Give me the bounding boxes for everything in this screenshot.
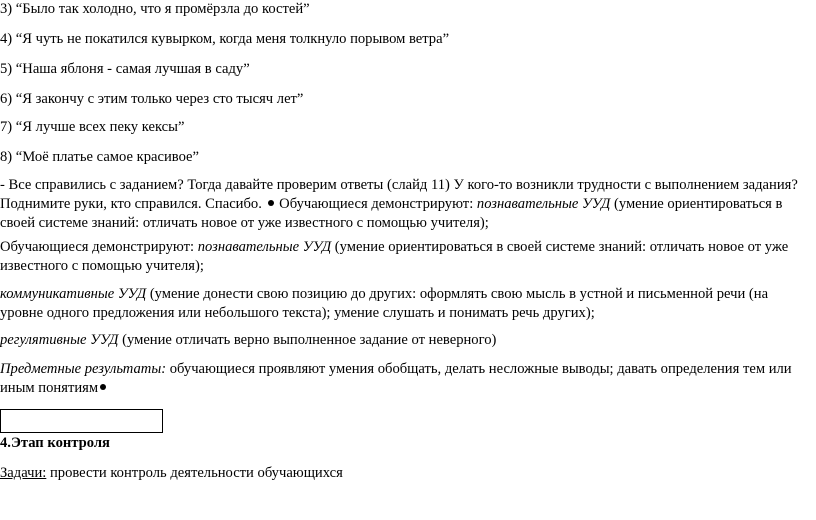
cognitive-uud-paragraph — [0, 238, 808, 276]
check-paragraph — [0, 176, 808, 233]
check-paragraph-rest: (умение ориентироваться в своей системе знаний: отличать новое от уже известного с помощью учителя); — [0, 196, 783, 231]
communicative-rest: (умение донести свою позицию до других: оформлять свою мысль в устной и письменной речи (на уровне одного предложения или небольшого текста); умение слушать и понимать речь других); — [0, 286, 769, 321]
list-item-3: 3) “Было так холодно, что я промёрзла до костей” — [0, 1, 310, 17]
empty-frame-box — [0, 409, 163, 433]
regulative-uud-label: регулятивные УУД — [0, 332, 119, 348]
stage-title: 4.Этап контроля — [0, 435, 110, 451]
subject-results-label: Предметные результаты: — [0, 361, 167, 377]
list-item-7: 7) “Я лучше всех пеку кексы” — [0, 119, 185, 135]
subject-results-paragraph — [0, 360, 808, 398]
cognitive-prefix: Обучающиеся демонстрируют: — [0, 239, 198, 255]
check-paragraph-text: - Все справились с заданием? Тогда давайте проверим ответы (слайд 11) У кого-то возникли трудности с выполнением задания? Поднимите руки, кто справился. Спасибо. — [0, 177, 798, 212]
list-item-5: 5) “Наша яблоня - самая лучшая в саду” — [0, 61, 250, 77]
cognitive-uud-label: познавательные УУД — [197, 239, 332, 255]
stage-task-text: провести контроль деятельности обучающихся — [46, 465, 343, 481]
list-item-8: 8) “Моё платье самое красивое” — [0, 149, 200, 165]
bullet-icon — [100, 384, 106, 390]
subject-results-rest: обучающиеся проявляют умения обобщать, делать несложные выводы; давать определения тем или иным понятиям — [0, 361, 792, 396]
communicative-uud-label: коммуникативные УУД — [0, 286, 147, 302]
stage-task-label: Задачи: — [0, 465, 47, 481]
check-paragraph-prefix: Обучающиеся демонстрируют: — [275, 196, 477, 212]
cognitive-rest: (умение ориентироваться в своей системе знаний: отличать новое от уже известного с помощью учителя); — [0, 239, 789, 274]
regulative-uud-paragraph — [0, 331, 808, 350]
list-item-4: 4) “Я чуть не покатился кувырком, когда меня толкнуло порывом ветра” — [0, 31, 450, 47]
list-item-6: 6) “Я закончу с этим только через сто тысяч лет” — [0, 91, 304, 107]
regulative-rest: (умение отличать верно выполненное задание от неверного) — [118, 332, 497, 348]
check-paragraph-uud: познавательные УУД — [476, 196, 611, 212]
communicative-uud-paragraph — [0, 285, 808, 323]
bullet-icon — [268, 200, 274, 206]
stage-task-line — [0, 464, 343, 482]
